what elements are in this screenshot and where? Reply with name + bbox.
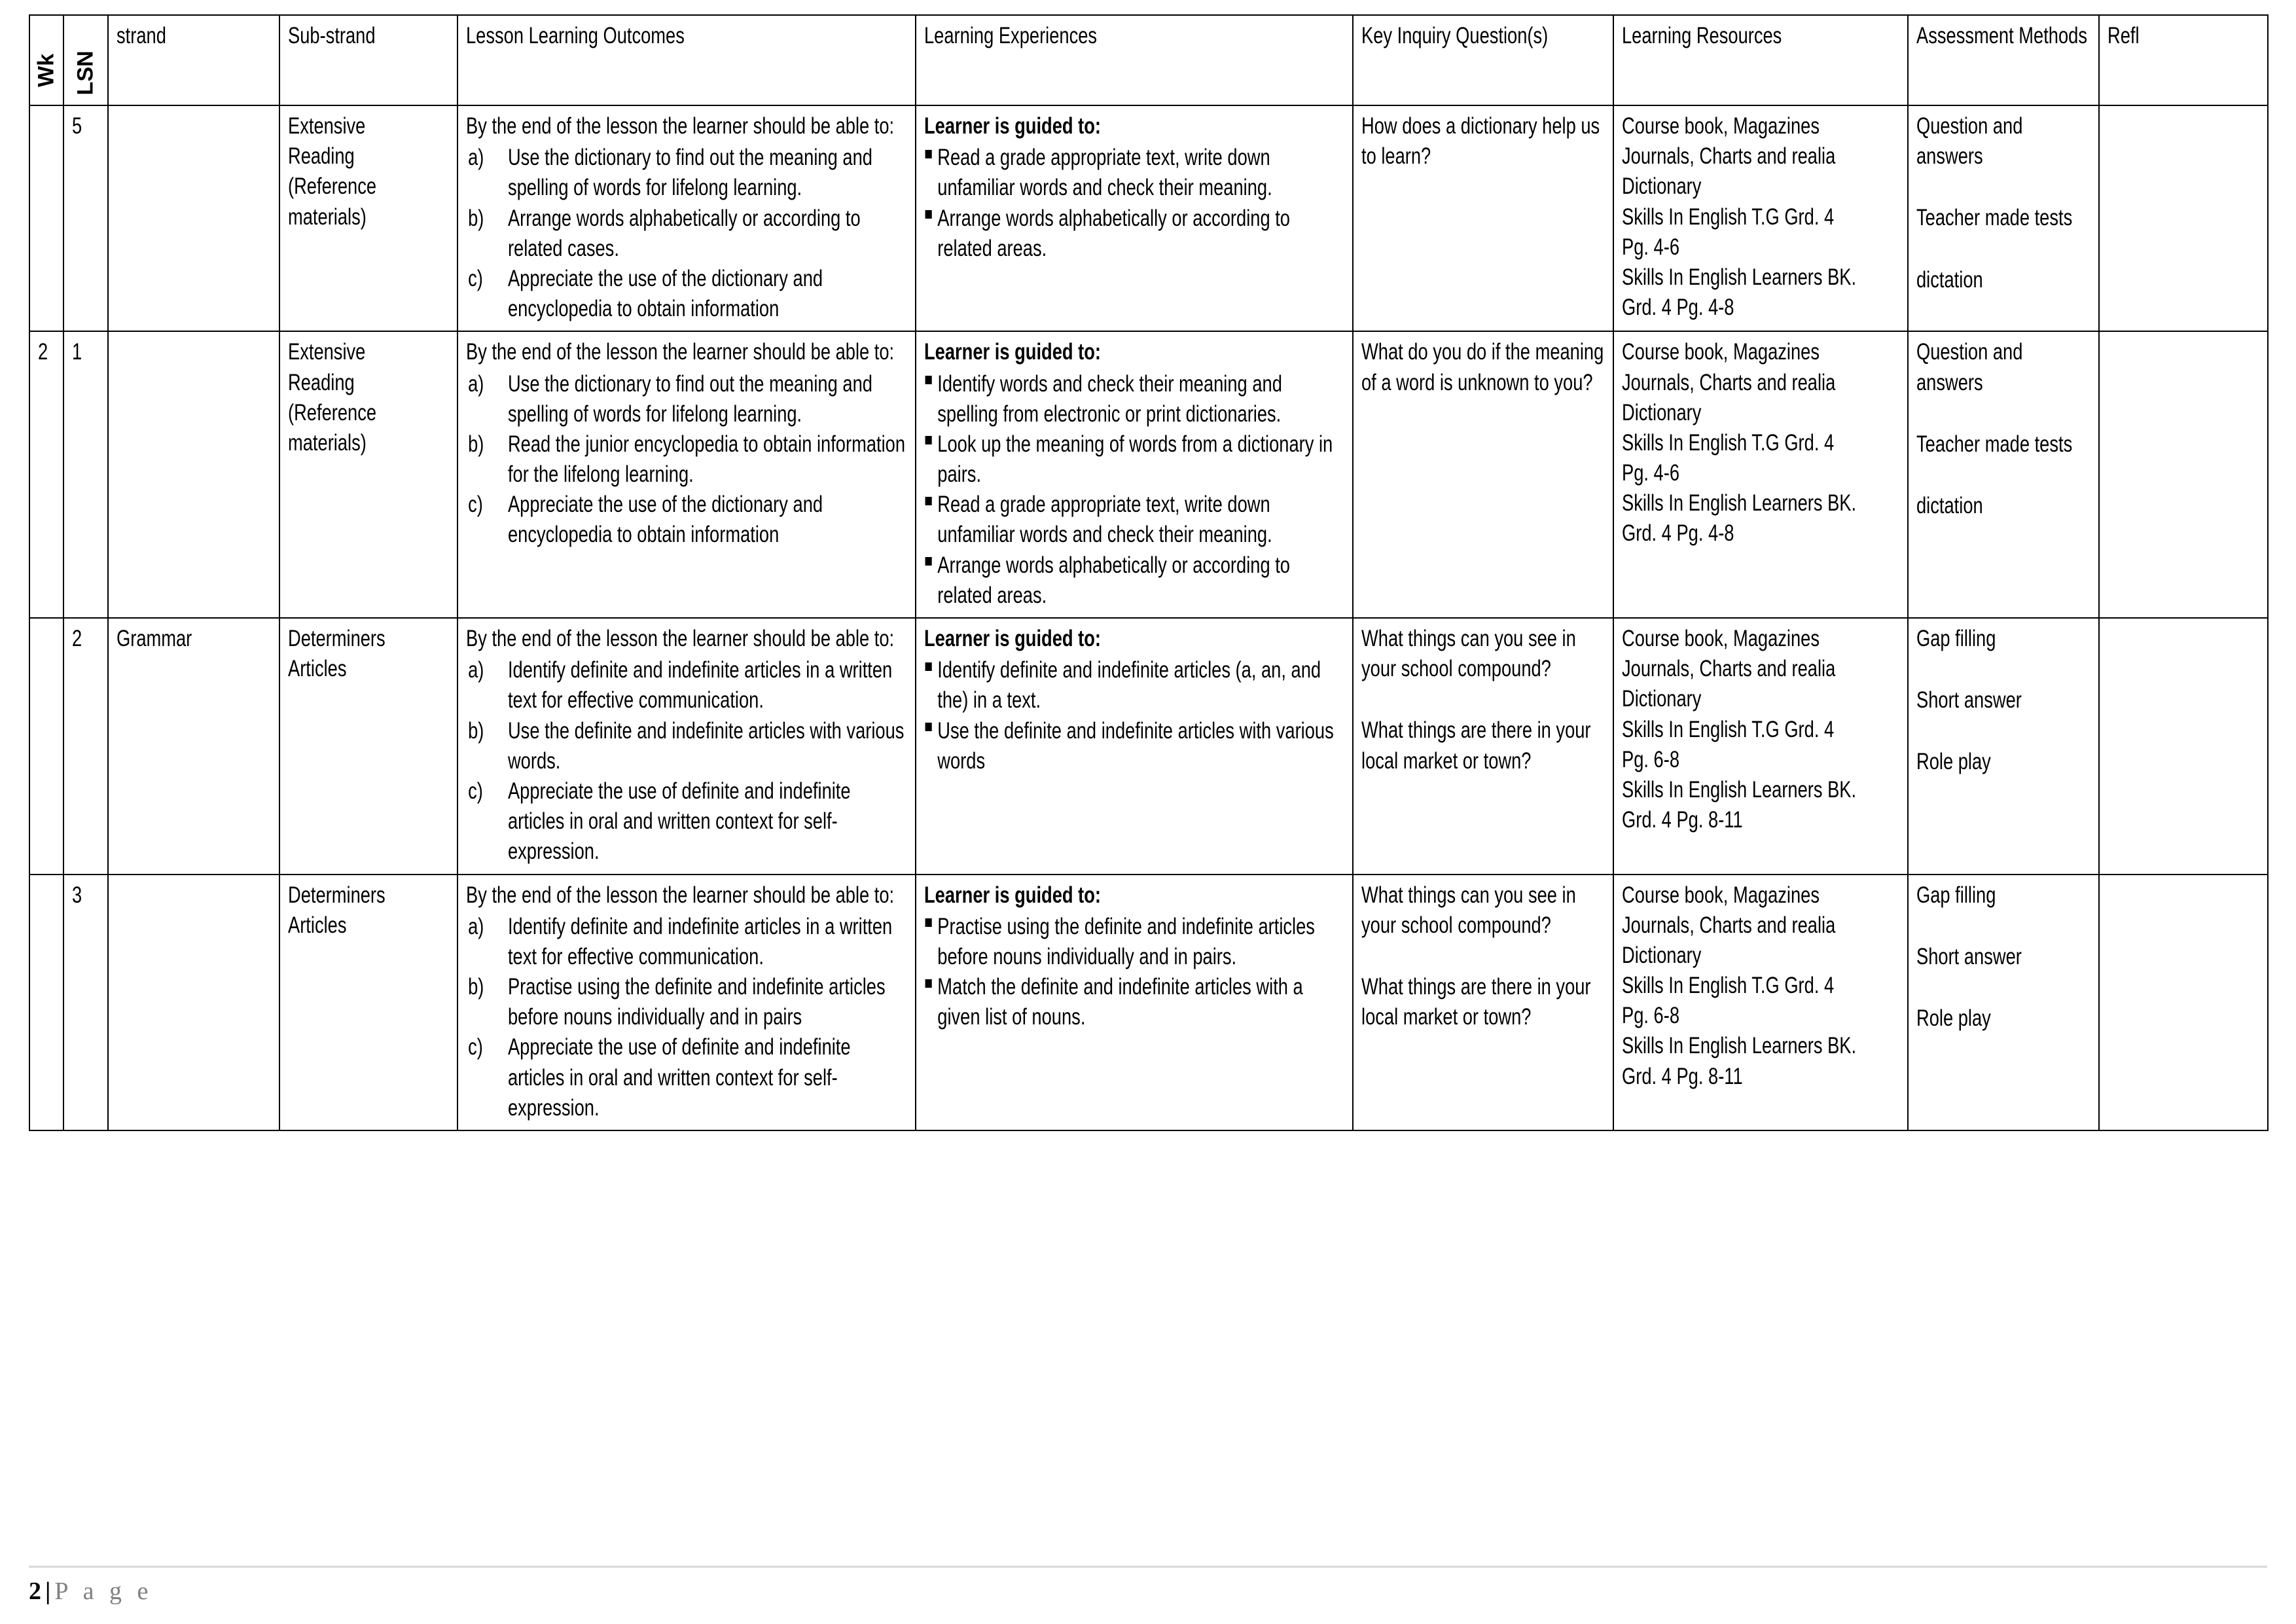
learning-resource-item: Course book, Magazines — [1622, 339, 1820, 365]
outcome-item: a) Use the dictionary to find out the meaning and spelling of words for lifelong learning. — [466, 369, 908, 429]
outcome-marker: a) — [468, 370, 484, 397]
outcome-marker: c) — [468, 1034, 483, 1060]
assessment-method-list — [1916, 337, 2092, 521]
learning-resource-item: Grd. 4 Pg. 4-8 — [1622, 520, 1734, 547]
outcome-item: b) Arrange words alphabetically or according to related cases. — [466, 204, 908, 264]
experience-item: Look up the meaning of words from a dictionary in pairs. — [924, 429, 1345, 490]
experience-item: Read a grade appropriate text, write down unfamiliar words and check their meaning. — [924, 490, 1345, 550]
experience-item: Identify definite and indefinite articles (a, an, and the) in a text. — [924, 655, 1345, 715]
cell-lesson-learning-outcomes — [457, 105, 916, 331]
key-inquiry-question: What things are there in your local market or town? — [1361, 717, 1591, 774]
table-row — [29, 105, 2268, 331]
table-header-row — [29, 15, 2268, 105]
cell-lesson-learning-outcomes — [457, 618, 916, 875]
cell-week — [29, 875, 63, 1131]
cell-lesson-number: 1 — [63, 331, 108, 618]
learning-resource-item: Grd. 4 Pg. 8-11 — [1622, 807, 1743, 833]
learning-resource-item: Journals, Charts and realia — [1622, 912, 1836, 938]
experience-item: Read a grade appropriate text, write down unfamiliar words and check their meaning. — [924, 143, 1345, 203]
learning-resource-item: Course book, Magazines — [1622, 113, 1820, 139]
cell-week: 2 — [29, 331, 63, 618]
experience-item: Arrange words alphabetically or according to related areas. — [924, 550, 1345, 611]
learning-resource-item: Pg. 6-8 — [1622, 1003, 1680, 1029]
footer-page-number: 2 — [29, 1578, 41, 1605]
assessment-method-list — [1916, 624, 2092, 778]
learning-resource-item: Skills In English T.G Grd. 4 — [1622, 973, 1835, 999]
outcome-list — [466, 912, 908, 1123]
outcome-lead-text: By the end of the lesson the learner should be able to: — [466, 339, 895, 365]
square-bullet-icon — [925, 918, 932, 927]
experience-lead-text: Learner is guided to: — [924, 626, 1102, 651]
outcome-marker: a) — [468, 657, 484, 683]
learning-resource-item: Course book, Magazines — [1622, 882, 1820, 908]
learning-resource-item: Dictionary — [1622, 399, 1702, 425]
outcome-list — [466, 369, 908, 550]
cell-lesson-number: 5 — [63, 105, 108, 331]
outcome-item: a) Use the dictionary to find out the meaning and spelling of words for lifelong learning. — [466, 143, 908, 203]
outcome-lead-text: By the end of the lesson the learner should be able to: — [466, 626, 895, 651]
learning-resource-item: Skills In English Learners BK. — [1622, 490, 1857, 516]
cell-learning-experiences — [916, 105, 1353, 331]
assessment-method-item: Short answer — [1916, 687, 2022, 713]
learning-resource-list — [1622, 624, 1900, 835]
cell-key-inquiry-questions — [1353, 331, 1613, 618]
key-inquiry-question: What do you do if the meaning of a word is unknown to you? — [1361, 339, 1604, 395]
learning-resource-item: Journals, Charts and realia — [1622, 656, 1836, 682]
cell-assessment-methods — [1908, 618, 2099, 875]
learning-resource-item: Dictionary — [1622, 942, 1702, 968]
outcome-marker: b) — [468, 431, 484, 457]
cell-learning-experiences — [916, 618, 1353, 875]
cell-lesson-number: 3 — [63, 875, 108, 1131]
experience-item: Practise using the definite and indefinite articles before nouns individually and in pairs. — [924, 912, 1345, 972]
learning-resource-item: Dictionary — [1622, 173, 1702, 200]
outcome-item: c) Appreciate the use of the dictionary and encyclopedia to obtain information — [466, 490, 908, 550]
scheme-of-work-table — [29, 14, 2269, 1131]
outcome-marker: b) — [468, 205, 484, 231]
square-bullet-icon — [925, 979, 932, 988]
experience-item: Use the definite and indefinite articles with various words — [924, 716, 1345, 776]
cell-sub-strand: Extensive Reading (Reference materials) — [279, 105, 457, 331]
experience-list — [924, 912, 1345, 1033]
learning-resource-item: Skills In English T.G Grd. 4 — [1622, 429, 1835, 456]
cell-assessment-methods — [1908, 105, 2099, 331]
learning-resource-list — [1622, 880, 1900, 1092]
footer-page-word: P a g e — [54, 1578, 153, 1605]
outcome-item: c) Appreciate the use of definite and indefinite articles in oral and written context for self-expression. — [466, 1032, 908, 1123]
outcome-marker: a) — [468, 913, 484, 939]
outcome-item: c) Appreciate the use of definite and indefinite articles in oral and written context for self-expression. — [466, 776, 908, 867]
learning-resource-item: Grd. 4 Pg. 4-8 — [1622, 295, 1734, 321]
experience-lead-text: Learner is guided to: — [924, 339, 1102, 365]
experience-item: Match the definite and indefinite articles with a given list of nouns. — [924, 972, 1345, 1032]
assessment-method-item: Role play — [1916, 1005, 1991, 1031]
outcome-list — [466, 655, 908, 867]
cell-sub-strand: Determiners Articles — [279, 875, 457, 1131]
learning-resource-item: Skills In English T.G Grd. 4 — [1622, 204, 1835, 230]
learning-resource-item: Skills In English Learners BK. — [1622, 264, 1857, 290]
cell-reflection[interactable] — [2099, 331, 2268, 618]
experience-item: Identify words and check their meaning and spelling from electronic or print dictionaries. — [924, 369, 1345, 429]
cell-learning-resources — [1613, 618, 1908, 875]
learning-resource-item: Pg. 4-6 — [1622, 234, 1680, 260]
column-header-assessment-methods: Assessment Methods — [1908, 15, 2099, 105]
experience-list — [924, 655, 1345, 776]
square-bullet-icon — [925, 150, 932, 158]
learning-resource-list — [1622, 111, 1900, 323]
cell-lesson-number: 2 — [63, 618, 108, 875]
assessment-method-item: Teacher made tests — [1916, 205, 2073, 231]
cell-reflection[interactable] — [2099, 618, 2268, 875]
assessment-method-item: Question and answers — [1916, 339, 2023, 395]
outcome-marker: c) — [468, 265, 483, 291]
assessment-method-item: Short answer — [1916, 943, 2022, 969]
outcome-marker: a) — [468, 145, 484, 171]
experience-list — [924, 369, 1345, 611]
cell-week — [29, 618, 63, 875]
cell-learning-resources — [1613, 331, 1908, 618]
square-bullet-icon — [925, 210, 932, 219]
outcome-marker: b) — [468, 974, 484, 1000]
square-bullet-icon — [925, 376, 932, 384]
footer-separator: | — [45, 1578, 51, 1605]
square-bullet-icon — [925, 662, 932, 671]
learning-resource-item: Course book, Magazines — [1622, 626, 1820, 651]
outcome-item: a) Identify definite and indefinite articles in a written text for effective communication. — [466, 655, 908, 715]
cell-assessment-methods — [1908, 875, 2099, 1131]
learning-resource-item: Pg. 6-8 — [1622, 746, 1680, 772]
assessment-method-item: Gap filling — [1916, 626, 1996, 651]
cell-learning-experiences — [916, 875, 1353, 1131]
outcome-item: b) Read the junior encyclopedia to obtain information for the lifelong learning. — [466, 429, 908, 490]
experience-lead-text: Learner is guided to: — [924, 113, 1102, 139]
experience-lead-text: Learner is guided to: — [924, 882, 1102, 908]
learning-resource-item: Skills In English Learners BK. — [1622, 1033, 1857, 1059]
outcome-list — [466, 143, 908, 324]
cell-sub-strand: Determiners Articles — [279, 618, 457, 875]
column-header-learning-experiences: Learning Experiences — [916, 15, 1353, 105]
outcome-item: b) Use the definite and indefinite articles with various words. — [466, 716, 908, 776]
table-row — [29, 875, 2268, 1131]
square-bullet-icon — [925, 723, 932, 731]
column-header-lesson-learning-outcomes: Lesson Learning Outcomes — [457, 15, 916, 105]
column-header-sub-strand: Sub-strand — [279, 15, 457, 105]
cell-reflection[interactable] — [2099, 105, 2268, 331]
column-header-strand: strand — [108, 15, 279, 105]
key-inquiry-question: What things are there in your local market or town? — [1361, 973, 1591, 1030]
cell-learning-experiences — [916, 331, 1353, 618]
square-bullet-icon — [925, 497, 932, 505]
assessment-method-item: dictation — [1916, 266, 1983, 293]
cell-key-inquiry-questions — [1353, 875, 1613, 1131]
assessment-method-item: Role play — [1916, 749, 1991, 775]
experience-list — [924, 143, 1345, 264]
learning-resource-item: Journals, Charts and realia — [1622, 369, 1836, 395]
learning-resource-item: Journals, Charts and realia — [1622, 143, 1836, 170]
cell-sub-strand: Extensive Reading (Reference materials) — [279, 331, 457, 618]
cell-strand — [108, 331, 279, 618]
assessment-method-list — [1916, 111, 2092, 295]
column-header-learning-resources: Learning Resources — [1613, 15, 1908, 105]
cell-key-inquiry-questions — [1353, 618, 1613, 875]
column-header-reflection: Refl — [2099, 15, 2268, 105]
outcome-item: a) Identify definite and indefinite articles in a written text for effective communication. — [466, 912, 908, 972]
learning-resource-item: Skills In English T.G Grd. 4 — [1622, 716, 1835, 742]
cell-strand: Grammar — [108, 618, 279, 875]
cell-strand — [108, 875, 279, 1131]
cell-key-inquiry-questions — [1353, 105, 1613, 331]
cell-learning-resources — [1613, 875, 1908, 1131]
learning-resource-item: Skills In English Learners BK. — [1622, 776, 1857, 803]
table-row — [29, 331, 2268, 618]
assessment-method-list — [1916, 880, 2092, 1034]
learning-resource-item: Dictionary — [1622, 686, 1702, 712]
outcome-lead-text: By the end of the lesson the learner should be able to: — [466, 113, 895, 139]
outcome-item: b) Practise using the definite and indefinite articles before nouns individually and in pairs — [466, 972, 908, 1032]
assessment-method-item: Teacher made tests — [1916, 431, 2073, 457]
outcome-marker: c) — [468, 492, 483, 518]
page-footer — [29, 1566, 2267, 1606]
assessment-method-item: dictation — [1916, 492, 1983, 518]
outcome-marker: b) — [468, 717, 484, 744]
cell-lesson-learning-outcomes — [457, 875, 916, 1131]
learning-resource-item: Pg. 4-6 — [1622, 460, 1680, 486]
outcome-lead-text: By the end of the lesson the learner should be able to: — [466, 882, 895, 908]
learning-resource-item: Grd. 4 Pg. 8-11 — [1622, 1063, 1743, 1089]
key-inquiry-question: What things can you see in your school compound? — [1361, 882, 1576, 938]
cell-strand — [108, 105, 279, 331]
cell-lesson-learning-outcomes — [457, 331, 916, 618]
assessment-method-item: Gap filling — [1916, 882, 1996, 908]
key-inquiry-question: What things can you see in your school compound? — [1361, 626, 1576, 682]
cell-reflection[interactable] — [2099, 875, 2268, 1131]
footer-page-label — [29, 1577, 2267, 1606]
assessment-method-item: Question and answers — [1916, 113, 2023, 170]
square-bullet-icon — [925, 436, 932, 444]
key-inquiry-question: How does a dictionary help us to learn? — [1361, 113, 1600, 170]
experience-item: Arrange words alphabetically or according to related areas. — [924, 204, 1345, 264]
cell-assessment-methods — [1908, 331, 2099, 618]
cell-week — [29, 105, 63, 331]
column-header-lesson: LSN — [63, 15, 108, 105]
column-header-week: Wk — [29, 15, 63, 105]
outcome-marker: c) — [468, 778, 483, 804]
cell-learning-resources — [1613, 105, 1908, 331]
column-header-key-inquiry-questions: Key Inquiry Question(s) — [1353, 15, 1613, 105]
square-bullet-icon — [925, 557, 932, 566]
learning-resource-list — [1622, 337, 1900, 549]
table-row — [29, 618, 2268, 875]
outcome-item: c) Appreciate the use of the dictionary and encyclopedia to obtain information — [466, 264, 908, 324]
